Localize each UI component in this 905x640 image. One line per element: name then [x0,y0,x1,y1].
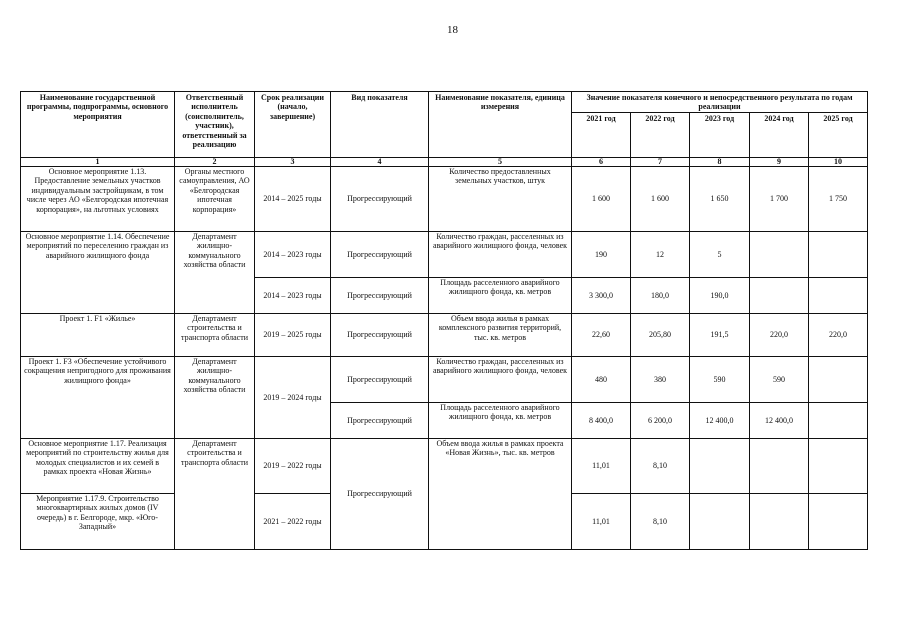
col-number: 1 [21,158,175,167]
term: 2021 – 2022 годы [255,494,331,550]
value-2022: 1 600 [631,167,690,232]
header-indicator-type: Вид показателя [331,92,429,158]
col-number: 2 [175,158,255,167]
indicators-table [20,91,868,550]
term: 2019 – 2024 годы [255,357,331,439]
col-number: 5 [429,158,572,167]
indicator-name: Площадь расселенного аварийного жилищного фонда, кв. метров [429,403,572,439]
program-name: Основное мероприятие 1.13. Предоставление земельных участков индивидуальным застройщикам, в том числе через АО «Белгородская ипотечная корпорация», на льготных условиях [21,167,175,232]
program-name: Проект 1. F1 «Жилье» [21,314,175,357]
value-2023: 590 [690,357,750,403]
indicator-type: Прогрессирующий [331,403,429,439]
header-row-1 [21,92,868,113]
executor: Департамент строительства и транспорта области [175,439,255,550]
term: 2019 – 2025 годы [255,314,331,357]
header-program: Наименование государственной программы, подпрограммы, основного мероприятия [21,92,175,158]
value-2024 [750,494,809,550]
page-number: 18 [447,24,458,36]
header-term: Срок реализации (начало, завершение) [255,92,331,158]
indicator-type: Прогрессирующий [331,314,429,357]
value-2023 [690,494,750,550]
value-2025 [809,494,868,550]
col-number: 7 [631,158,690,167]
value-2023 [690,439,750,494]
value-2022: 8,10 [631,494,690,550]
col-number: 8 [690,158,750,167]
header-values-group: Значение показателя конечного и непосредственного результата по годам реализации [572,92,868,113]
indicator-type: Прогрессирующий [331,278,429,314]
table-row [21,314,868,357]
indicator-name: Количество граждан, расселенных из аварийного жилищного фонда, человек [429,232,572,278]
header-executor: Ответственный исполнитель (соисполнитель, участник), ответственный за реализацию [175,92,255,158]
value-2022: 380 [631,357,690,403]
value-2022: 6 200,0 [631,403,690,439]
value-2023: 190,0 [690,278,750,314]
value-2025 [809,232,868,278]
indicator-type: Прогрессирующий [331,439,429,550]
value-2023: 5 [690,232,750,278]
table-row [21,167,868,232]
indicator-name: Площадь расселенного аварийного жилищного фонда, кв. метров [429,278,572,314]
value-2023: 12 400,0 [690,403,750,439]
table-row [21,357,868,403]
program-name: Мероприятие 1.17.9. Строительство многоквартирных жилых домов (IV очередь) в г. Белгороде, мкр. «Юго-Западный» [21,494,175,550]
value-2025 [809,357,868,403]
term: 2014 – 2023 годы [255,232,331,278]
executor: Департамент жилищно-коммунального хозяйства области [175,357,255,439]
term: 2014 – 2025 годы [255,167,331,232]
col-number: 9 [750,158,809,167]
value-2025: 220,0 [809,314,868,357]
col-number: 3 [255,158,331,167]
value-2021: 480 [572,357,631,403]
indicator-name: Объем ввода жилья в рамках комплексного развития территорий, тыс. кв. метров [429,314,572,357]
col-number: 6 [572,158,631,167]
col-number: 10 [809,158,868,167]
header-year-2022: 2022 год [631,113,690,158]
value-2023: 191,5 [690,314,750,357]
value-2021: 22,60 [572,314,631,357]
value-2024: 220,0 [750,314,809,357]
value-2022: 205,80 [631,314,690,357]
value-2021: 190 [572,232,631,278]
value-2025 [809,403,868,439]
value-2021: 11,01 [572,439,631,494]
executor: Органы местного самоуправления, АО «Белгородская ипотечная корпорация» [175,167,255,232]
value-2024 [750,232,809,278]
value-2022: 8,10 [631,439,690,494]
value-2022: 12 [631,232,690,278]
value-2024 [750,278,809,314]
value-2023: 1 650 [690,167,750,232]
program-name: Основное мероприятие 1.14. Обеспечение мероприятий по переселению граждан из аварийного жилищного фонда [21,232,175,314]
value-2024 [750,439,809,494]
indicator-type: Прогрессирующий [331,232,429,278]
value-2021: 3 300,0 [572,278,631,314]
value-2024: 1 700 [750,167,809,232]
table-row [21,439,868,494]
column-number-row [21,158,868,167]
term: 2014 – 2023 годы [255,278,331,314]
header-year-2023: 2023 год [690,113,750,158]
value-2025: 1 750 [809,167,868,232]
executor: Департамент жилищно-коммунального хозяйства области [175,232,255,314]
header-indicator-name: Наименование показателя, единица измерения [429,92,572,158]
term: 2019 – 2022 годы [255,439,331,494]
value-2024: 12 400,0 [750,403,809,439]
col-number: 4 [331,158,429,167]
program-name: Основное мероприятие 1.17. Реализация мероприятий по строительству жилья для молодых специалистов и их семей в рамках проекта «Новая Жизнь» [21,439,175,494]
executor: Департамент строительства и транспорта области [175,314,255,357]
indicator-type: Прогрессирующий [331,357,429,403]
indicator-name: Количество граждан, расселенных из аварийного жилищного фонда, человек [429,357,572,403]
value-2021: 11,01 [572,494,631,550]
value-2021: 1 600 [572,167,631,232]
header-year-2024: 2024 год [750,113,809,158]
value-2025 [809,439,868,494]
indicator-type: Прогрессирующий [331,167,429,232]
table-row [21,232,868,278]
indicator-name: Количество предоставленных земельных участков, штук [429,167,572,232]
value-2021: 8 400,0 [572,403,631,439]
program-name: Проект 1. F3 «Обеспечение устойчивого сокращения непригодного для проживания жилищного фонда» [21,357,175,439]
value-2025 [809,278,868,314]
indicator-name: Объем ввода жилья в рамках проекта «Новая Жизнь», тыс. кв. метров [429,439,572,550]
value-2024: 590 [750,357,809,403]
header-year-2025: 2025 год [809,113,868,158]
header-year-2021: 2021 год [572,113,631,158]
value-2022: 180,0 [631,278,690,314]
